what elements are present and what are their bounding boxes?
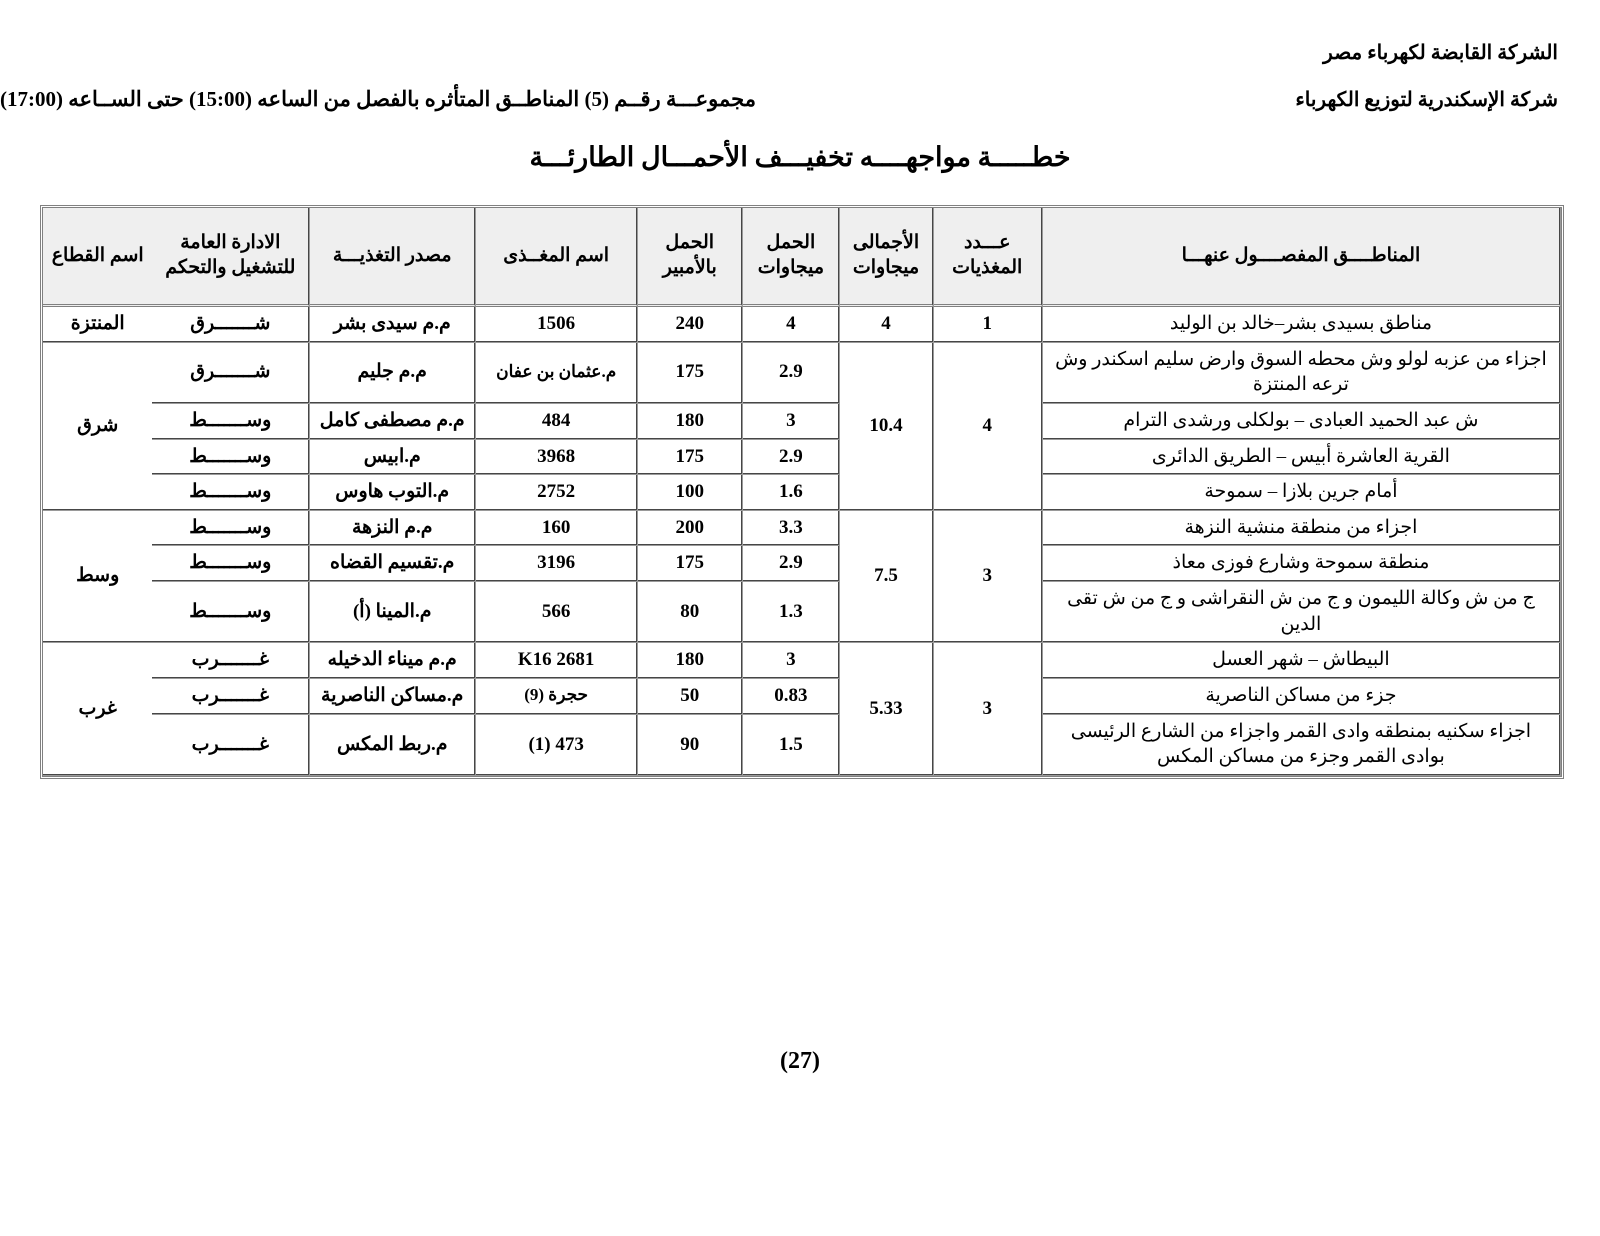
cell-feeders-count: 4 [934,343,1043,511]
table-row [43,511,1561,547]
company-holding-name: الشركة القابضة لكهرباء مصر [1323,42,1558,64]
cell-load-amp: 180 [638,643,743,679]
col-header-feeders-count-line2: المغذيات [952,257,1023,278]
cell-load-amp: 180 [638,404,743,440]
cell-feeder-name: K16 2681 [476,643,638,679]
col-header-feeders-count [934,208,1043,307]
col-header-feeders-count-line1: عـــدد [963,232,1011,254]
table-row [43,546,1561,582]
col-header-admin [152,208,310,307]
cell-feeder-name: 3968 [476,440,638,476]
cell-feeder-name: م.عثمان بن عفان [476,343,638,404]
company-distribution-name: شركة الإسكندرية لتوزيع الكهرباء [1295,89,1558,111]
cell-feeder-name: 3196 [476,546,638,582]
page-number: (27) [780,1048,820,1074]
cell-load-mw: 1.3 [743,582,840,643]
group-schedule-line: مجموعـــة رقــم (5) المناطــق المتأثره بالفصل من الساعه (15:00) حتى الســاعه (17:00) [0,87,756,111]
header-line-distribution [0,65,1600,112]
col-header-load-amp-line1: الحمل [665,232,715,254]
cell-admin: وســـــــط [152,440,310,476]
cell-feeder-name: 2752 [476,475,638,511]
cell-feeders-count: 3 [934,511,1043,644]
col-header-admin-line2: للتشغيل والتحكم [165,257,296,278]
cell-feed-source: م.م النزهة [310,511,476,547]
table-row [43,404,1561,440]
cell-load-mw: 1.5 [743,715,840,776]
cell-total-mw: 5.33 [840,643,933,776]
cell-admin: شـــــــرق [152,307,310,343]
col-header-areas: المناطــــق المفصــــول عنهـــا [1043,208,1561,307]
cell-sector: وسط [43,511,152,644]
cell-feed-source: م.ربط المكس [310,715,476,776]
cell-admin: وســـــــط [152,546,310,582]
header-line-holding [0,0,1600,65]
cell-feed-source: م.م سيدى بشر [310,307,476,343]
page-title: خطـــــة مواجهــــه تخفيـــف الأحمـــال الطارئـــة [529,142,1071,172]
cell-feeder-name: 1506 [476,307,638,343]
cell-admin: وســـــــط [152,511,310,547]
cell-sector: شرق [43,343,152,511]
cell-load-mw: 2.9 [743,546,840,582]
cell-areas: أمام جرين بلازا – سموحة [1043,475,1561,511]
cell-feed-source: م.التوب هاوس [310,475,476,511]
col-header-load-amp [638,208,743,307]
cell-load-amp: 90 [638,715,743,776]
cell-load-amp: 175 [638,343,743,404]
cell-feeder-name: 566 [476,582,638,643]
cell-total-mw: 7.5 [840,511,933,644]
cell-admin: وســـــــط [152,404,310,440]
cell-load-mw: 2.9 [743,440,840,476]
cell-feeder-name: 484 [476,404,638,440]
table-header-row [43,208,1561,307]
cell-feeder-name: 473 (1) [476,715,638,776]
cell-feeders-count: 1 [934,307,1043,343]
cell-admin: وســـــــط [152,582,310,643]
cell-areas: البيطاش – شهر العسل [1043,643,1561,679]
cell-load-amp: 240 [638,307,743,343]
cell-feed-source: م.مساكن الناصرية [310,679,476,715]
table-row [43,440,1561,476]
cell-admin: غـــــــرب [152,679,310,715]
col-header-load-mw-line2: ميجاوات [757,257,825,278]
table-header [43,208,1561,307]
cell-load-mw: 3 [743,404,840,440]
cell-feed-source: م.المينا (أ) [310,582,476,643]
col-header-load-amp-line2: بالأمبير [662,257,717,278]
cell-areas: ج من ش وكالة الليمون و ج من ش النقراشى و ج من ش تقى الدين [1043,582,1561,643]
cell-load-mw: 3.3 [743,511,840,547]
col-header-admin-line1: الادارة العامة [180,232,281,254]
cell-admin: وســـــــط [152,475,310,511]
cell-sector: المنتزة [43,307,152,343]
cell-load-amp: 50 [638,679,743,715]
col-header-load-mw [743,208,840,307]
cell-areas: القرية العاشرة أبيس – الطريق الدائرى [1043,440,1561,476]
cell-load-amp: 100 [638,475,743,511]
cell-admin: غـــــــرب [152,643,310,679]
cell-load-amp: 80 [638,582,743,643]
cell-feeder-name: 160 [476,511,638,547]
cell-feeders-count: 3 [934,643,1043,776]
cell-areas: منطقة سموحة وشارع فوزى معاذ [1043,546,1561,582]
table-row [43,475,1561,511]
load-shedding-table [40,205,1564,779]
table-row [43,343,1561,404]
cell-feed-source: م.م مصطفى كامل [310,404,476,440]
col-header-total-line1: الأجمالى [852,232,920,254]
load-shedding-table-container [36,205,1564,779]
cell-load-mw: 3 [743,643,840,679]
cell-load-mw: 0.83 [743,679,840,715]
cell-areas: اجزاء من عزبه لولو وش محطه السوق وارض سليم اسكندر وش ترعه المنتزة [1043,343,1561,404]
cell-areas: اجزاء سكنيه بمنطقه وادى القمر واجزاء من الشارع الرئيسى بوادى القمر وجزء من مساكن المكس [1043,715,1561,776]
cell-feed-source: م.تقسيم القضاه [310,546,476,582]
table-row [43,643,1561,679]
table-row [43,715,1561,776]
cell-load-mw: 4 [743,307,840,343]
cell-feeder-name: حجرة (9) [476,679,638,715]
cell-feed-source: م.م جليم [310,343,476,404]
cell-total-mw: 4 [840,307,933,343]
cell-feed-source: م.ابيس [310,440,476,476]
table-row [43,582,1561,643]
col-header-feeder-name: اسم المغــذى [476,208,638,307]
cell-admin: شـــــــرق [152,343,310,404]
col-header-feed-source: مصدر التغذيـــة [310,208,476,307]
cell-total-mw: 10.4 [840,343,933,511]
cell-sector: غرب [43,643,152,776]
cell-feed-source: م.م ميناء الدخيله [310,643,476,679]
col-header-total-line2: ميجاوات [852,257,920,278]
cell-admin: غـــــــرب [152,715,310,776]
cell-load-amp: 175 [638,440,743,476]
col-header-load-mw-line1: الحمل [766,232,816,254]
table-row [43,307,1561,343]
cell-areas: جزء من مساكن الناصرية [1043,679,1561,715]
cell-load-mw: 2.9 [743,343,840,404]
table-body [43,307,1561,776]
cell-areas: اجزاء من منطقة منشية النزهة [1043,511,1561,547]
col-header-sector: اسم القطاع [43,208,152,307]
cell-load-amp: 200 [638,511,743,547]
cell-load-amp: 175 [638,546,743,582]
table-row [43,679,1561,715]
cell-areas: ش عبد الحميد العبادى – بولكلى ورشدى الترام [1043,404,1561,440]
cell-areas: مناطق بسيدى بشر–خالد بن الوليد [1043,307,1561,343]
cell-load-mw: 1.6 [743,475,840,511]
col-header-total-mw [840,208,933,307]
